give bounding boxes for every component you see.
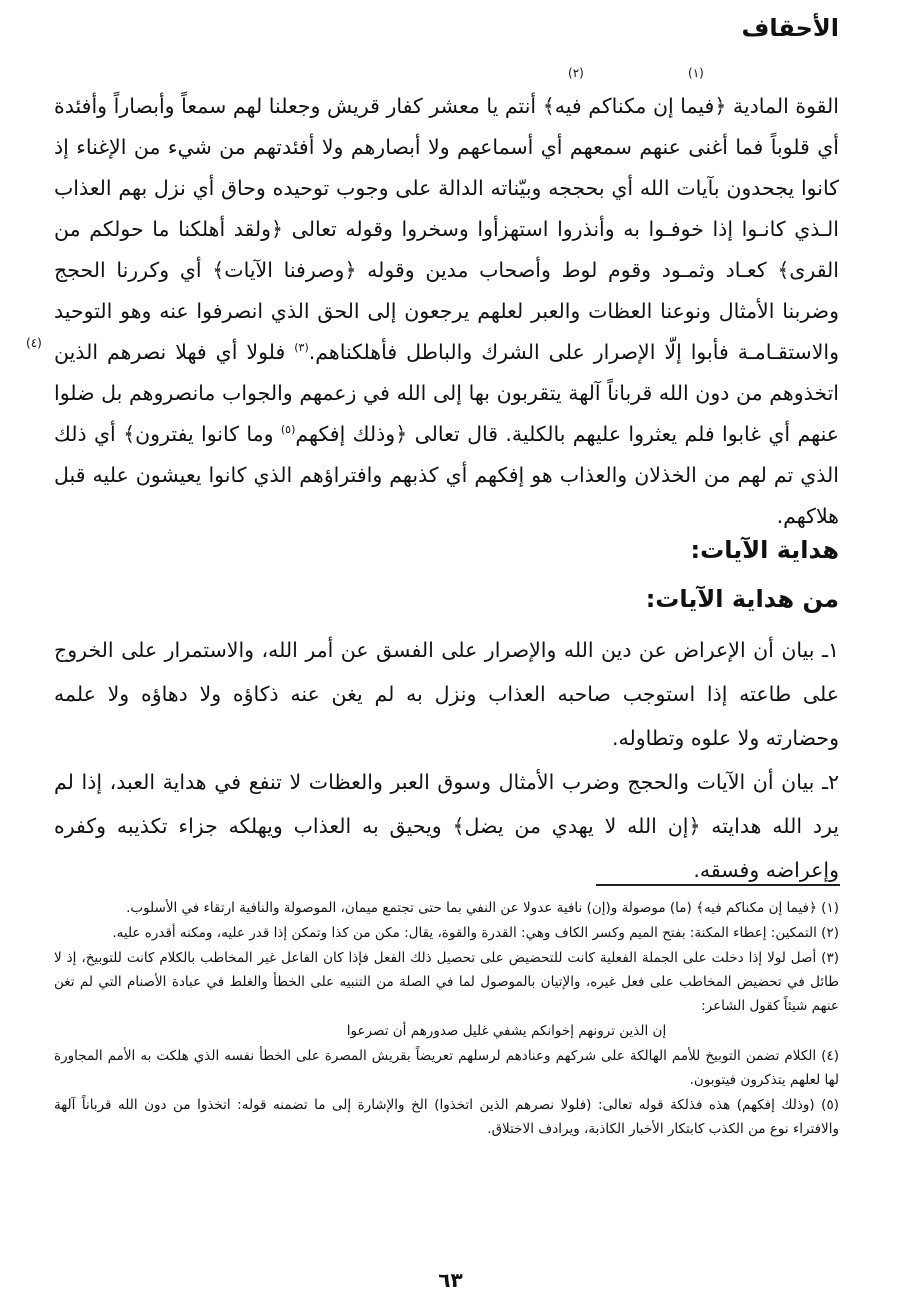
tafsir-body — [54, 86, 839, 537]
lesson-item-1: ١ـ بيان أن الإعراض عن دين الله والإصرار على الفسق عن أمر الله، والاستمرار على الخروج على طاعته إذا استوجب صاحبه العذاب ونزل به لم يغن عنه ذكاؤه ولا دهاؤه ولا علمه وحضارته ولا علوه وتطاوله. — [54, 638, 839, 750]
poetry-verse: إن الذين ترونهم إخوانكم يشفي غليل صدورهم أن تصرعوا — [346, 1023, 667, 1039]
page-number: ٦٣ — [438, 1268, 463, 1292]
footnote-5: (٥) (وذلك إفكهم) هذه فذلكة قوله تعالى: (فلولا نصرهم الذين اتخذوا) الخ والإشارة إلى ما تضمنه قوله: اتخذوا من دون الله قرباناً آلهة والافتراء نوع من الكذب كابتكار الأخبار الكاذبة، ويرادف الاختلاق. — [54, 1097, 839, 1137]
lesson-item-2: ٢ـ بيان أن الآيات والحجج وضرب الأمثال وسوق العبر والعظات لا تنفع في هداية العبد، إذا لم يرد الله هدايته ﴿إن الله لا يهدي من يضل﴾ ويحيق به العذاب ويهلكه جزاء تكذيبه وكفره وإعراضه وفسقه. — [54, 770, 839, 882]
footnotes — [54, 896, 839, 1142]
ref-mark-2: (٢) — [568, 66, 584, 80]
body-paragraph — [54, 86, 839, 537]
reference-marks — [0, 66, 901, 86]
footnote-ref-3: (٣) — [294, 341, 309, 355]
footnote-ref-5: (٥) — [280, 423, 296, 437]
body-text-part-1: القوة المادية ﴿فيما إن مكناكم فيه﴾ أنتم يا معشر كفار قريش وجعلنا لهم سمعاً وأبصاراً وأفئدة أي قلوباً فما أغنى عنهم سمعهم أي أسماعهم ولا أبصارهم ولا أفئدتهم من شيء من الإغناء إذ كانوا يجحدون بآيات الله أي بحججه وبيّناته الدالة على وجوب توحيده وحاق أي نزل بهم العذاب الـذي كانـوا إذا خوفـوا به وأنذروا استهزأوا وسخروا وقوله تعالى ﴿ولقد أهلكنا ما حولكم من القرى﴾ كعـاد وثمـود وقوم لوط وأصحاب مدين وقوله ﴿وصرفنا الآيات﴾ أي وكررنا الحجج وضربنا الأمثال ونوعنا العظات والعبر لعلهم يرجعون إلى الحق الذي انصرفوا عنه وهو التوحيد والاستقـامـة فأبوا إلّا الإصرار على الشرك والباطل فأهلكناهم. — [54, 94, 840, 364]
footnote-1: (١) ﴿فيما إن مكناكم فيه﴾ (ما) موصولة و(إن) نافية عدولا عن النفي بما حتى تجتمع ميمان، الموصولة والنافية ارتقاء في الأسلوب. — [126, 900, 839, 916]
footnote-2: (٢) التمكين: إعطاء المكنة: بفتح الميم وكسر الكاف وهي: القدرة والقوة، يقال: مكن من كذا وتمكن إذا قدر عليه، ومكنه أقدره عليه. — [112, 925, 839, 941]
surah-header: الأحقاف — [741, 14, 839, 42]
footnote-4: (٤) الكلام تضمن التوبيخ للأمم الهالكة على شركهم وعنادهم لرسلهم تعريضاً بقريش المصرة على الخطأ نفسه الذي هلكت به الأمم المجاورة لها لعلهم يتذكرون فيتوبون. — [54, 1048, 839, 1088]
subsection-heading: من هداية الآيات: — [645, 585, 839, 613]
ref-mark-1: (١) — [688, 66, 704, 80]
body-text-part-2: فلولا أي فهلا نصرهم الذين اتخذوهم من دون الله قرباناً آلهة يتقربون بها إلى الله في زعمهم والجواب مانصروهم بل ضلوا عنهم أي غابوا فلم يعثروا عليهم بالكلية. قال تعالى ﴿وذلك إفكهم — [54, 340, 839, 446]
lessons-list — [54, 628, 839, 892]
section-heading: هداية الآيات: — [690, 536, 839, 564]
footnote-ref-4: (٤) — [26, 336, 42, 350]
footnote-3: (٣) أصل لولا إذا دخلت على الجملة الفعلية كانت للتحضيض على تحصيل ذلك الفعل فإذا كان الفاعل غير المخاطب بالكلام كانت للتوبيخ، إذ لا طائل في تحضيض المخاطب على فعل غيره، والإتيان بالموصول لما في الصلة من التنبيه على الخطأ والغلط في عبادة الأصنام التي لم تغن عنهم شيئاً كقول الشاعر: — [54, 950, 839, 1014]
body-text-part-3: وما كانوا يفترون﴾ أي ذلك الذي تم لهم من الخذلان والعذاب هو إفكهم أي كذبهم وافتراؤهم الذي كانوا يعيشون عليه قبل هلاكهم. — [54, 422, 839, 528]
footnote-divider — [596, 884, 840, 886]
